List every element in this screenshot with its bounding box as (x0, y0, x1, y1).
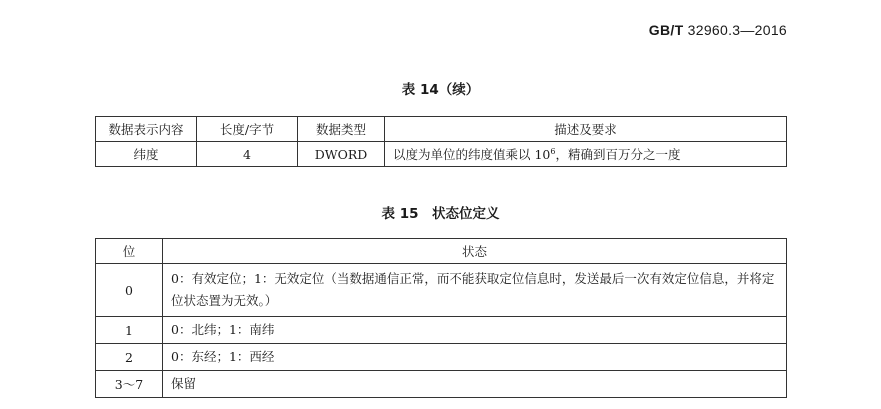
table14-caption: 表 14（续） (401, 82, 480, 98)
table-row (96, 371, 787, 398)
table14-header-row (96, 117, 787, 142)
table14-cell-desc (385, 142, 787, 167)
table15-caption: 表 15 状态位定义 (381, 206, 500, 222)
table14-header-content: 数据表示内容 (96, 117, 197, 142)
table15 (95, 238, 787, 398)
table14-header-desc: 描述及要求 (385, 117, 787, 142)
table15-cell-state: 0：有效定位；1：无效定位（当数据通信正常，而不能获取定位信息时，发送最后一次有效定位信息，并将定位状态置为无效。） (163, 264, 787, 317)
table14-cell-content: 纬度 (96, 142, 197, 167)
table14-header-length: 长度/字节 (197, 117, 298, 142)
desc-after: ，精确到百万分之一度 (555, 147, 681, 162)
table-row (96, 142, 787, 167)
table14-header-type: 数据类型 (298, 117, 385, 142)
table15-cell-state: 0：东经；1：西经 (163, 344, 787, 371)
desc-before: 以度为单位的纬度值乘以 10 (393, 147, 551, 162)
table14-cell-length: 4 (197, 142, 298, 167)
standard-code (649, 22, 787, 38)
table15-header-bit: 位 (96, 239, 163, 264)
table-row (96, 344, 787, 371)
table15-cell-bit: 3～7 (96, 371, 163, 398)
table15-cell-bit: 0 (96, 264, 163, 317)
table15-header-row (96, 239, 787, 264)
standard-number: 32960.3—2016 (687, 22, 787, 38)
table15-cell-bit: 2 (96, 344, 163, 371)
table14-cell-type: DWORD (298, 142, 385, 167)
table14 (95, 116, 787, 167)
table-row (96, 317, 787, 344)
table15-header-state: 状态 (163, 239, 787, 264)
desc-exponent: 6 (550, 146, 556, 156)
standard-prefix: GB/T (648, 22, 684, 38)
table15-cell-state: 0：北纬；1：南纬 (163, 317, 787, 344)
table15-cell-bit: 1 (96, 317, 163, 344)
table-row (96, 264, 787, 317)
table15-cell-state: 保留 (163, 371, 787, 398)
